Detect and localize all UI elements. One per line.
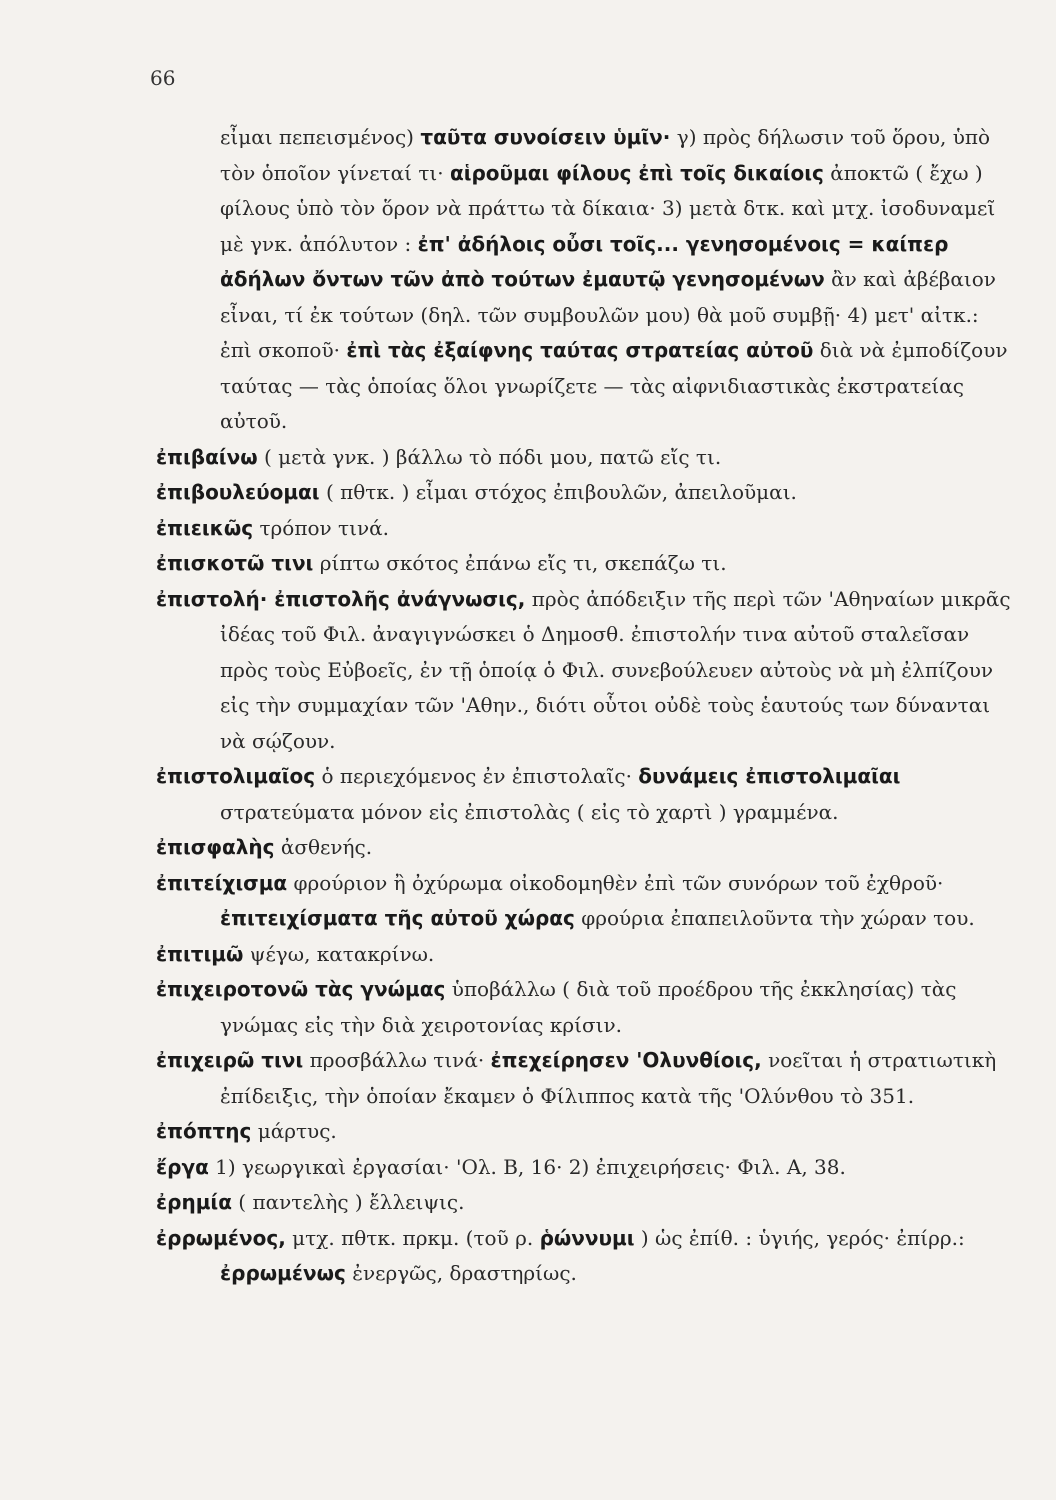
headword: ἐπιεικῶς [156, 515, 254, 540]
entry-text: ὁ περιεχόμενος ἐν ἐπιστολαῖς· [315, 764, 639, 788]
dictionary-entry [156, 1185, 1016, 1221]
headword: ἔργα [156, 1154, 209, 1179]
entry-text: νοεῖται ἡ στρατιωτικὴ ἐπίδειξις, τὴν ὁποίαν ἔκαμεν ὁ Φίλιππος κατὰ τῆς 'Ολύνθου τὸ 351. [220, 1048, 997, 1108]
entry-text: πρὸς ἀπόδειξιν τῆς περὶ τῶν 'Αθηναίων μικρᾶς ἰδέας τοῦ Φιλ. ἀναγιγνώσκει ὁ Δημοσθ. ἐπιστολήν τινα αὐτοῦ σταλεῖσαν πρὸς τοὺς Εὐβοεῖς, ἐν τῇ ὁποίᾳ ὁ Φιλ. συνεβούλευεν αὐτοὺς νὰ μὴ ἐλπίζουν εἰς τὴν συμμαχίαν τῶν 'Αθην., διότι οὗτοι οὐδὲ τοὺς ἑαυτούς των δύνανται νὰ σῴζουν. [220, 586, 1011, 753]
headword: ῥώννυμι [539, 1225, 635, 1250]
entry-text: ἀσθενής. [274, 835, 373, 859]
headword: ἐπόπτης [156, 1119, 252, 1143]
headword: δυνάμεις ἐπιστολιμαῖαι [638, 764, 901, 788]
entry-text: φρούρια ἐπαπειλοῦντα τὴν χώραν του. [574, 906, 975, 930]
headword: ἐπιχειρῶ τινι [156, 1048, 304, 1072]
headword: ἐπεχείρησεν 'Ολυνθίοις, [490, 1048, 762, 1072]
dictionary-entry [156, 937, 1016, 973]
dictionary-entry [156, 972, 1016, 1043]
headword: ἐρρωμένος, [156, 1225, 286, 1250]
entry-text: ἂν καὶ ἀβέβαιον εἶναι, τί ἐκ τούτων (δηλ. τῶν συμβουλῶν μου) θὰ μοῦ συμβῇ· 4) μετ' αἰτκ.: ἐπὶ σκοποῦ· [220, 267, 996, 362]
dictionary-entry [156, 830, 1016, 866]
headword: ἐπὶ τὰς ἐξαίφνης ταύτας στρατείας αὐτοῦ [346, 338, 814, 362]
entry-text: ( μετὰ γνκ. ) βάλλω τὸ πόδι μου, πατῶ εἴς τι. [257, 444, 722, 469]
headword: ἐπισφαλὴς [156, 835, 275, 859]
headword: ἐπιστολή· ἐπιστολῆς ἀνάγνωσις, [156, 586, 526, 611]
dictionary-entry [156, 1114, 1016, 1150]
entry-text: ἀποκτῶ ( ἔχω ) φίλους ὑπὸ τὸν ὅρον νὰ πράττω τὰ δίκαια· 3) μετὰ δτκ. καὶ μτχ. ἰσοδυναμεῖ μὲ γνκ. ἀπόλυτον : [220, 160, 996, 256]
headword: ἐπ' ἀδήλοις οὖσι τοῖς... γενησομένοις = καίπερ ἀδήλων ὄντων τῶν ἀπὸ τούτων ἐμαυτῷ γενησομένων [220, 231, 949, 291]
headword: αἱροῦμαι φίλους ἐπὶ τοῖς δικαίοις [449, 160, 824, 185]
headword: ἐπιστολιμαῖος [156, 764, 316, 788]
entry-text: ὑποβάλλω ( διὰ τοῦ προέδρου τῆς ἐκκλησίας) τὰς γνώμας εἰς τὴν διὰ χειροτονίας κρίσιν. [220, 977, 957, 1037]
entry-text: τρόπον τινά. [253, 515, 389, 540]
entry-text: ( παντελὴς ) ἔλλειψις. [231, 1190, 465, 1214]
entry-text: στρατεύματα μόνον εἰς ἐπιστολὰς ( εἰς τὸ χαρτὶ ) γραμμένα. [220, 799, 839, 824]
entry-text: μάρτυς. [251, 1119, 337, 1143]
dictionary-entry [156, 546, 1016, 582]
dictionary-entry [156, 440, 1016, 476]
dictionary-entry [156, 1150, 1016, 1186]
entry-text: ἐνεργῶς, δραστηρίως. [345, 1261, 577, 1285]
headword: ἐπιβαίνω [156, 444, 258, 469]
headword: ἐπιβουλεύομαι [156, 480, 320, 504]
entry-text: γ) πρὸς δήλωσιν τοῦ ὅρου, ὑπὸ τὸν ὁποῖον γίνεταί τι· [220, 125, 991, 185]
entry-text: ) ὡς ἐπίθ. : ὑγιής, γερός· ἐπίρρ.: [634, 1225, 965, 1250]
headword: ἐπιχειροτονῶ τὰς γνώμας [156, 977, 446, 1001]
entry-text: διὰ νὰ ἐμποδίζουν ταύτας — τὰς ὁποίας ὅλοι γνωρίζετε — τὰς αἰφνιδιαστικὰς ἐκστρατείας αὐτοῦ. [220, 338, 1008, 433]
headword: ἐρημία [156, 1190, 232, 1214]
entry-text: ( πθτκ. ) εἶμαι στόχος ἐπιβουλῶν, ἀπειλοῦμαι. [319, 480, 797, 504]
dictionary-entry [156, 1043, 1016, 1114]
page-number: 66 [150, 66, 176, 90]
dictionary-entry [156, 1221, 1016, 1292]
dictionary-entry [156, 582, 1016, 760]
headword: ἐπιτείχισμα [156, 870, 288, 895]
headword: ἐπισκοτῶ τινι [156, 551, 314, 575]
headword: ἐπιτειχίσματα τῆς αὐτοῦ χώρας [220, 906, 575, 930]
entry-text: προσβάλλω τινά· [303, 1048, 491, 1072]
entry-text: φρούριον ἢ ὀχύρωμα οἰκοδομηθὲν ἐπὶ τῶν συνόρων τοῦ ἐχθροῦ· [287, 870, 944, 895]
dictionary-entry [156, 511, 1016, 547]
headword: ταῦτα συνοίσειν ὑμῖν· [420, 125, 671, 149]
entry-text: ψέγω, κατακρίνω. [243, 941, 435, 966]
dictionary-entry [156, 759, 1016, 830]
dictionary-entry [156, 120, 1016, 440]
headword: ἐρρωμένως [220, 1261, 346, 1285]
entry-text: ρίπτω σκότος ἐπάνω εἴς τι, σκεπάζω τι. [313, 551, 727, 575]
dictionary-entry [156, 475, 1016, 511]
entry-text: μτχ. πθτκ. πρκμ. (τοῦ ρ. [285, 1225, 540, 1250]
entry-text: 1) γεωργικαὶ ἐργασίαι· 'Ολ. Β, 16· 2) ἐπιχειρήσεις· Φιλ. Α, 38. [208, 1154, 846, 1179]
dictionary-text [156, 120, 1016, 1292]
headword: ἐπιτιμῶ [156, 941, 244, 966]
entry-text: εἶμαι πεπεισμένος) [220, 125, 421, 149]
dictionary-entry [156, 866, 1016, 937]
